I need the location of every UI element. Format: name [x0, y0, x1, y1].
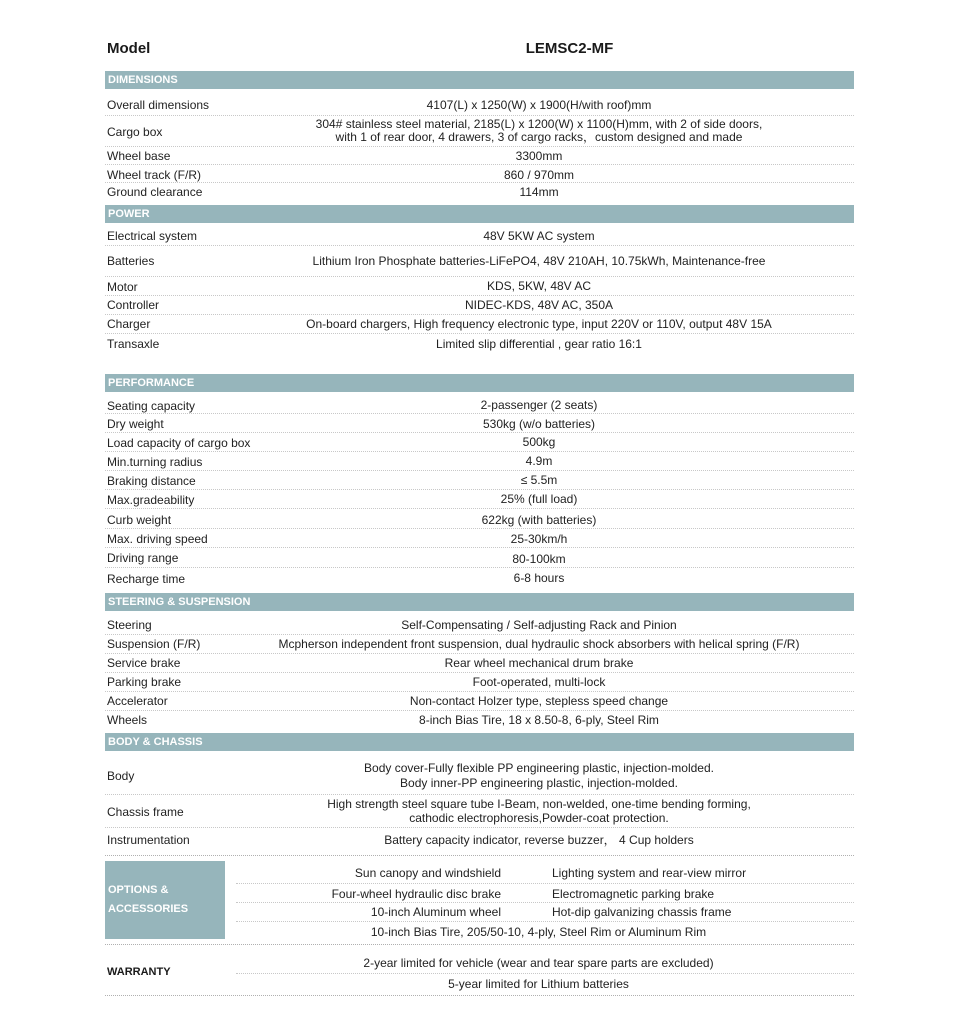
table-row	[105, 392, 854, 414]
row-label: Transaxle	[107, 337, 160, 351]
row-value-line2: with 1 of rear door, 4 drawers, 3 of cargo racks，custom designed and made	[335, 130, 743, 144]
table-row	[105, 509, 854, 529]
row-label: Instrumentation	[107, 833, 190, 847]
row-label: Max. driving speed	[107, 532, 208, 546]
table-row	[105, 471, 854, 490]
table-row	[105, 147, 854, 165]
row-label: Wheels	[107, 713, 148, 727]
table-row	[105, 223, 854, 246]
model-row	[105, 0, 854, 70]
options-title-line2: ACCESSORIES	[108, 903, 189, 915]
row-label: Service brake	[107, 656, 181, 670]
row-value: 25% (full load)	[500, 492, 578, 506]
table-row	[105, 529, 854, 548]
row-label: Curb weight	[107, 513, 172, 527]
row-value: ≤ 5.5m	[520, 473, 558, 487]
row-label: Recharge time	[107, 572, 186, 586]
row-label: Overall dimensions	[107, 98, 210, 112]
row-value: Limited slip differential , gear ratio 16:1	[436, 337, 642, 351]
table-row	[105, 277, 854, 296]
row-label: Body	[107, 769, 135, 783]
table-row	[105, 711, 854, 731]
table-row	[105, 315, 854, 334]
option-item: Sun canopy and windshield	[354, 866, 501, 880]
row-value: 860 / 970mm	[503, 168, 575, 182]
row-label: Charger	[107, 317, 151, 331]
divider	[236, 921, 854, 922]
table-row	[105, 795, 854, 828]
row-label: Dry weight	[107, 417, 164, 431]
row-value: NIDEC-KDS, 48V AC, 350A	[464, 298, 614, 312]
row-label: Parking brake	[107, 675, 182, 689]
row-value: Lithium Iron Phosphate batteries-LiFePO4, 48V 210AH, 10.75kWh, Maintenance-free	[312, 254, 766, 268]
row-value: High strength steel square tube I-Beam, non-welded, one-time bending forming,	[327, 797, 751, 811]
divider	[105, 944, 854, 945]
row-value: 80-100km	[512, 552, 566, 566]
divider	[236, 973, 854, 974]
table-row	[105, 635, 854, 654]
row-label: Suspension (F/R)	[107, 637, 201, 651]
table-row	[105, 548, 854, 568]
option-item: Four-wheel hydraulic disc brake	[331, 887, 501, 901]
row-value: 4107(L) x 1250(W) x 1900(H/with roof)mm	[426, 98, 652, 112]
table-row	[105, 296, 854, 315]
table-row	[105, 673, 854, 692]
table-row	[105, 165, 854, 183]
table-row	[105, 433, 854, 452]
row-value-line2: Body inner-PP engineering plastic, injection-molded.	[400, 776, 678, 790]
row-label: Min.turning radius	[107, 455, 203, 469]
table-row	[105, 183, 854, 201]
row-value: Rear wheel mechanical drum brake	[444, 656, 634, 670]
row-value: 25-30km/h	[510, 532, 568, 546]
table-row	[105, 116, 854, 147]
table-row	[105, 452, 854, 471]
section-header-performance: PERFORMANCE	[105, 374, 854, 392]
model-label: Model	[107, 40, 151, 57]
option-item: Hot-dip galvanizing chassis frame	[552, 905, 732, 919]
row-value: Non-contact Holzer type, stepless speed change	[409, 694, 669, 708]
row-value: 304# stainless steel material, 2185(L) x 1200(W) x 1100(H)mm, with 2 of side doors,	[315, 117, 763, 131]
row-label: Load capacity of cargo box	[107, 436, 251, 450]
row-value: Body cover-Fully flexible PP engineering plastic, injection-molded.	[364, 761, 714, 775]
row-value: 114mm	[519, 185, 559, 199]
row-label: Ground clearance	[107, 185, 203, 199]
row-label: Wheel base	[107, 149, 171, 163]
options-title-line1: OPTIONS &	[108, 884, 169, 896]
table-row	[105, 692, 854, 711]
row-value: Foot-operated, multi-lock	[472, 675, 606, 689]
row-label: Max.gradeability	[107, 493, 195, 507]
table-row	[105, 828, 854, 856]
section-header-body: BODY & CHASSIS	[105, 733, 854, 751]
row-value: 4.9m	[525, 454, 553, 468]
row-label: Electrical system	[107, 229, 198, 243]
row-value: 500kg	[522, 435, 556, 449]
row-value: 3300mm	[515, 149, 563, 163]
row-value-line2: cathodic electrophoresis,Powder-coat protection.	[409, 811, 669, 825]
row-value: 530kg (w/o batteries)	[482, 417, 596, 431]
options-label	[105, 861, 225, 939]
warranty-label: WARRANTY	[107, 966, 171, 978]
option-item: Lighting system and rear-view mirror	[552, 866, 747, 880]
table-row	[105, 751, 854, 795]
table-row	[105, 654, 854, 673]
spec-sheet	[105, 0, 854, 991]
divider	[236, 883, 854, 884]
row-value: KDS, 5KW, 48V AC	[486, 279, 592, 293]
row-label: Braking distance	[107, 474, 196, 488]
warranty-item: 5-year limited for Lithium batteries	[448, 977, 629, 991]
row-label: Steering	[107, 618, 152, 632]
row-label: Driving range	[107, 551, 179, 565]
table-row	[105, 89, 854, 116]
section-header-power: POWER	[105, 205, 854, 223]
section-header-steering: STEERING & SUSPENSION	[105, 593, 854, 611]
row-value: 8-inch Bias Tire, 18 x 8.50-8, 6-ply, Steel Rim	[419, 713, 659, 727]
row-label: Wheel track (F/R)	[107, 168, 202, 182]
table-row	[105, 490, 854, 509]
option-item: Electromagnetic parking brake	[552, 887, 715, 901]
row-value: Mcpherson independent front suspension, dual hydraulic shock absorbers with helical spring (F/R)	[278, 637, 800, 651]
warranty-item: 2-year limited for vehicle (wear and tear spare parts are excluded)	[363, 956, 714, 970]
section-header-dimensions: DIMENSIONS	[105, 71, 854, 89]
divider	[105, 995, 854, 996]
table-row	[105, 334, 854, 356]
table-row	[105, 246, 854, 277]
row-value: On-board chargers, High frequency electronic type, input 220V or 110V, output 48V 15A	[306, 317, 772, 331]
row-value: 6-8 hours	[513, 571, 565, 585]
row-value: 2-passenger (2 seats)	[480, 398, 598, 412]
row-value: Battery capacity indicator, reverse buzzer， 4 Cup holders	[384, 833, 694, 847]
model-value: LEMSC2-MF	[525, 40, 614, 57]
row-label: Batteries	[107, 254, 155, 268]
row-value: 622kg (with batteries)	[481, 513, 597, 527]
option-item-full: 10-inch Bias Tire, 205/50-10, 4-ply, Steel Rim or Aluminum Rim	[370, 925, 707, 939]
row-label: Chassis frame	[107, 805, 184, 819]
row-label: Controller	[107, 298, 160, 312]
row-label: Accelerator	[107, 694, 168, 708]
table-row	[105, 568, 854, 589]
divider	[236, 902, 854, 903]
row-label: Motor	[107, 280, 138, 294]
row-value: 48V 5KW AC system	[483, 229, 595, 243]
row-value: Self-Compensating / Self-adjusting Rack and Pinion	[401, 618, 677, 632]
table-row	[105, 611, 854, 635]
option-item: 10-inch Aluminum wheel	[370, 905, 501, 919]
table-row	[105, 414, 854, 433]
row-label: Seating capacity	[107, 399, 196, 413]
row-label: Cargo box	[107, 125, 163, 139]
